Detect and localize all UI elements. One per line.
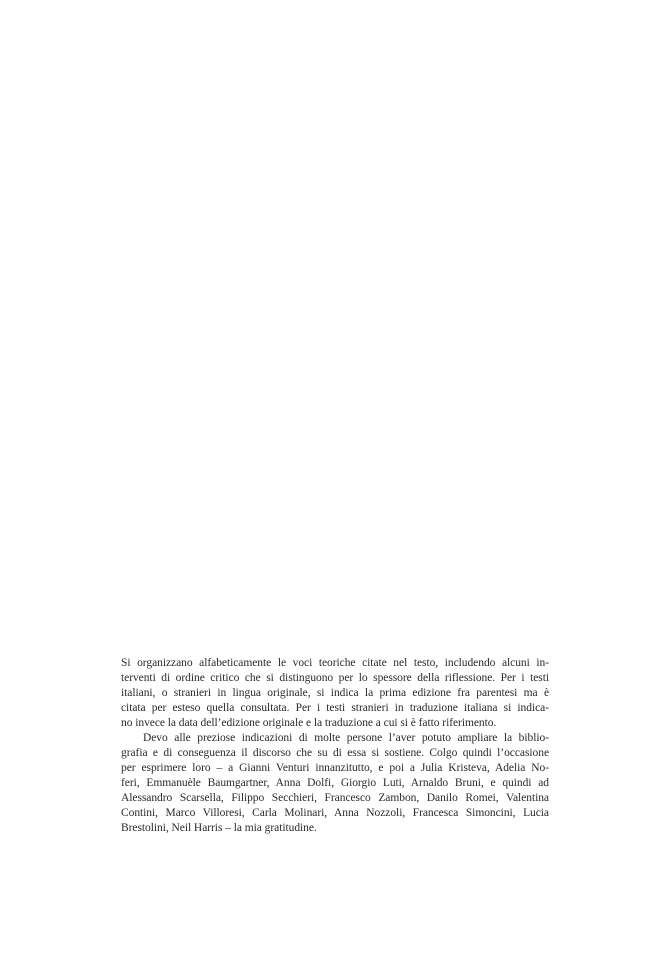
body-text [121,656,549,836]
text-line: citata per esteso quella consultata. Per i testi stranieri in traduzione italiana si indica- [121,702,549,714]
text-line: terventi di ordine critico che si distinguono per lo spessore della riflessione. Per i testi [121,672,549,684]
text-line: grafia e di conseguenza il discorso che su di essa si sostiene. Colgo quindi l’occasione [121,747,549,759]
text-line: Si organizzano alfabeticamente le voci teoriche citate nel testo, includendo alcuni in- [121,657,549,669]
paragraph-intro [121,656,549,731]
text-line: no invece la data dell’edizione originale e la traduzione a cui si è fatto riferimento. [121,717,497,729]
paragraph-acknowledgements [121,731,549,836]
text-line: Contini, Marco Villoresi, Carla Molinari, Anna Nozzoli, Francesca Simoncini, Lucia [121,807,549,819]
text-line: italiani, o stranieri in lingua originale, si indica la prima edizione fra parentesi ma è [121,687,549,699]
text-line: Brestolini, Neil Harris – la mia gratitudine. [121,822,317,834]
text-line: Alessandro Scarsella, Filippo Secchieri, Francesco Zambon, Danilo Romei, Valentina [121,792,549,804]
text-line: feri, Emmanuèle Baumgartner, Anna Dolfi, Giorgio Luti, Arnaldo Bruni, e quindi ad [121,777,549,789]
text-line: Devo alle preziose indicazioni di molte persone l’aver potuto ampliare la biblio- [143,732,549,744]
text-line: per esprimere loro – a Gianni Venturi innanzitutto, e poi a Julia Kristeva, Adelia No- [121,762,549,774]
